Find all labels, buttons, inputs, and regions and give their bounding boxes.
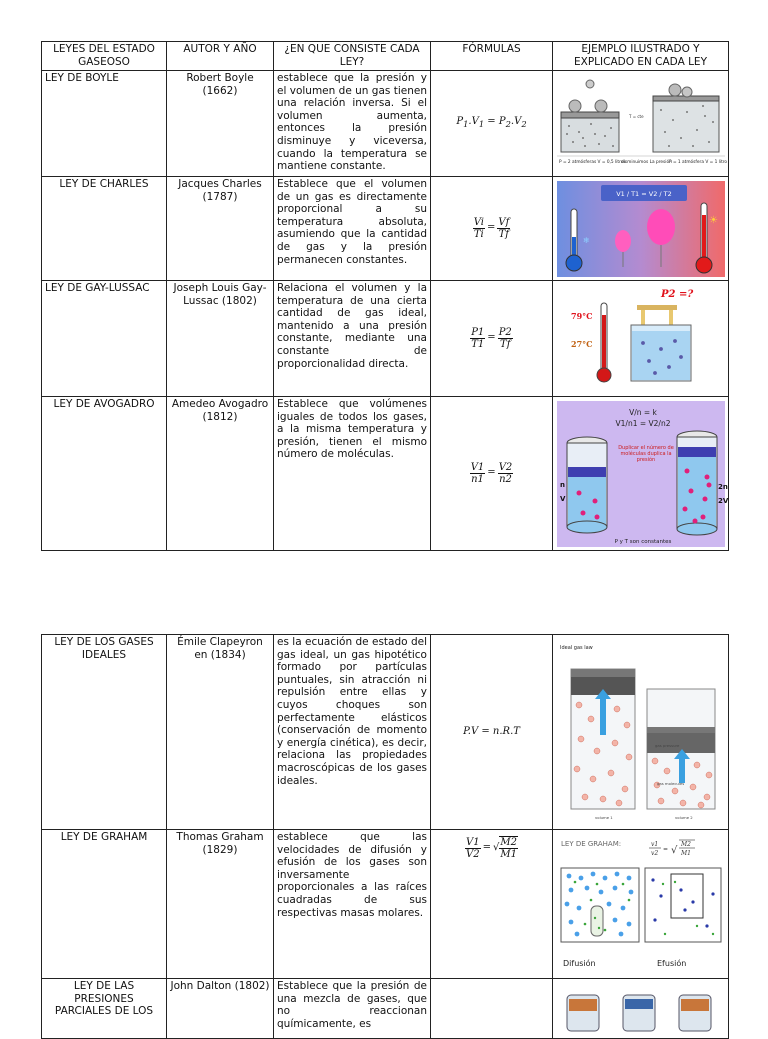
constant-temperature-label: T = cte bbox=[628, 113, 644, 119]
law-name: LEY DE GAY-LUSSAC bbox=[42, 281, 167, 397]
ideal-gas-volume1: volume 1 bbox=[594, 815, 613, 820]
table-row-avogadro bbox=[42, 397, 729, 551]
law-formula: P.V = n.R.T bbox=[431, 635, 553, 830]
gay-lussac-t2: 27°C bbox=[570, 338, 592, 349]
law-formula: $P_1.V_1 = P_2.V_2$ bbox=[431, 71, 553, 177]
law-name: LEY DE CHARLES bbox=[42, 177, 167, 281]
graham-sqrt-icon: √ bbox=[670, 845, 677, 856]
graham-diagram bbox=[557, 834, 725, 974]
ideal-gas-illustration bbox=[553, 635, 729, 830]
law-description: establece que la presión y el volumen de un gas tienen una relación inversa. Si el volumen aumenta, entonces la presión disminuye y viceversa, cuando la temperatura se mantiene constante. bbox=[274, 71, 431, 177]
avogadro-right-v: 2V bbox=[717, 496, 728, 505]
boyle-caption-right: P = 1 atmósfera V = 1 litro bbox=[668, 159, 727, 165]
law-name: LEY DE BOYLE bbox=[42, 71, 167, 177]
law-description: establece que las velocidades de difusión y efusión de los gases son inversamente proporcionales a las raíces cuadradas de sus respectivas masas molares. bbox=[274, 830, 431, 979]
dalton-illustration bbox=[553, 979, 729, 1039]
graham-v2: v2 bbox=[650, 850, 658, 857]
charles-banner: V1 / T1 = V2 / T2 bbox=[615, 189, 672, 198]
law-formula: $\frac{Vi}{Ti}$ = $\frac{Vf}{Tf}$ bbox=[431, 177, 553, 281]
law-description: Establece que volúmenes iguales de todos los gases, a la misma temperatura y presión, tienen el mismo número de moléculas. bbox=[274, 397, 431, 551]
header-laws: LEYES DEL ESTADO GASEOSO bbox=[42, 42, 167, 71]
law-formula: $\frac{V1}{V2}$ = √ $\frac{M2}{M1}$ bbox=[431, 830, 553, 979]
law-description: Establece que el volumen de un gas es directamente proporcional a su temperatura absoluta, asumiendo que la cantidad de gas y la presión permanecen constantes. bbox=[274, 177, 431, 281]
header-example: EJEMPLO ILUSTRADO Y EXPLICADO EN CADA LEY bbox=[553, 42, 729, 71]
boyle-diagram bbox=[557, 76, 725, 172]
graham-m2: M2 bbox=[680, 841, 691, 848]
law-author: Amedeo Avogadro (1812) bbox=[167, 397, 274, 551]
law-formula: $\frac{P1}{T1}$ = $\frac{P2}{Tf}$ bbox=[431, 281, 553, 397]
ideal-gas-label-pressure: gas pressure bbox=[654, 743, 679, 748]
law-author: Jacques Charles (1787) bbox=[167, 177, 274, 281]
svg-text:❄: ❄ bbox=[582, 235, 590, 245]
avogadro-bottom: P y T son constantes bbox=[614, 538, 671, 545]
table-row-gay-lussac bbox=[42, 281, 729, 397]
header-description: ¿EN QUE CONSISTE CADA LEY? bbox=[274, 42, 431, 71]
ideal-gas-title: Ideal gas law bbox=[559, 645, 593, 651]
avogadro-left-n: n bbox=[559, 480, 565, 489]
boyle-illustration bbox=[553, 71, 729, 177]
law-description: Establece que la presión de una mezcla de gases, que no reaccionan químicamente, es bbox=[274, 979, 431, 1039]
avogadro-note: Duplicar el número de moléculas duplica la presión bbox=[617, 444, 674, 463]
graham-m1: M1 bbox=[680, 850, 691, 857]
law-description: Relaciona el volumen y la temperatura de una cierta cantidad de gas ideal, mantenido a una presión constante, mediante una constante de proporcionalidad directa. bbox=[274, 281, 431, 397]
table-row-dalton bbox=[42, 979, 729, 1039]
boyle-caption-mid: disminuimos La presión bbox=[620, 159, 672, 165]
gay-lussac-top-label: P2 =? bbox=[660, 288, 693, 300]
svg-text:=: = bbox=[662, 846, 668, 853]
charles-illustration bbox=[553, 177, 729, 281]
ideal-gas-label-molecules: gas molecules bbox=[656, 781, 684, 786]
square-root-icon: √ bbox=[493, 841, 500, 853]
table-row-charles bbox=[42, 177, 729, 281]
law-name: LEY DE LAS PRESIONES PARCIALES DE LOS bbox=[42, 979, 167, 1039]
avogadro-illustration bbox=[553, 397, 729, 551]
law-author: Joseph Louis Gay-Lussac (1802) bbox=[167, 281, 274, 397]
table-row-boyle bbox=[42, 71, 729, 177]
law-author: John Dalton (1802) bbox=[167, 979, 274, 1039]
ideal-gas-volume2: volume 2 bbox=[674, 815, 693, 820]
avogadro-right-n: 2n bbox=[717, 482, 728, 491]
table-row-ideal-gases bbox=[42, 635, 729, 830]
gas-laws-table-1 bbox=[41, 41, 729, 551]
header-formulas: FÓRMULAS bbox=[431, 42, 553, 71]
ideal-gas-diagram bbox=[557, 639, 725, 825]
law-name: LEY DE AVOGADRO bbox=[42, 397, 167, 551]
graham-illustration bbox=[553, 830, 729, 979]
gas-laws-table-2 bbox=[41, 634, 729, 1039]
law-name: LEY DE LOS GASES IDEALES bbox=[42, 635, 167, 830]
law-name: LEY DE GRAHAM bbox=[42, 830, 167, 979]
gay-lussac-illustration bbox=[553, 281, 729, 397]
graham-title: LEY DE GRAHAM: bbox=[560, 840, 621, 848]
gay-lussac-t1: 79°C bbox=[570, 310, 592, 321]
avogadro-left-v: V bbox=[559, 494, 565, 503]
table-row-graham bbox=[42, 830, 729, 979]
boyle-caption-left: P = 2 atmósferas V = 0,5 litros bbox=[558, 159, 626, 165]
charles-diagram bbox=[557, 181, 725, 277]
avogadro-diagram bbox=[557, 401, 728, 547]
law-formula bbox=[431, 979, 553, 1039]
dalton-diagram bbox=[557, 981, 725, 1031]
gay-lussac-diagram bbox=[557, 285, 725, 393]
header-author: AUTOR Y AÑO bbox=[167, 42, 274, 71]
avogadro-line2: V1/n1 = V2/n2 bbox=[615, 418, 670, 428]
svg-text:☀: ☀ bbox=[708, 214, 718, 226]
graham-diffusion-label: Difusión bbox=[562, 959, 596, 968]
law-author: Thomas Graham (1829) bbox=[167, 830, 274, 979]
law-formula: $\frac{V1}{n1}$ = $\frac{V2}{n2}$ bbox=[431, 397, 553, 551]
law-author: Émile Clapeyron en (1834) bbox=[167, 635, 274, 830]
law-description: es la ecuación de estado del gas ideal, un gas hipotético formado por partículas puntuales, sin atracción ni repulsión entre ellas y cuyos choques son perfectamente elásticos (conservación de momento y energía cinética), es decir, relaciona las propiedades macroscópicas de los gases ideales. bbox=[274, 635, 431, 830]
graham-effusion-label: Efusión bbox=[656, 959, 686, 968]
table-header-row bbox=[42, 42, 729, 71]
graham-v1: v1 bbox=[650, 841, 658, 848]
law-author: Robert Boyle (1662) bbox=[167, 71, 274, 177]
avogadro-line1: V/n = k bbox=[628, 407, 657, 417]
